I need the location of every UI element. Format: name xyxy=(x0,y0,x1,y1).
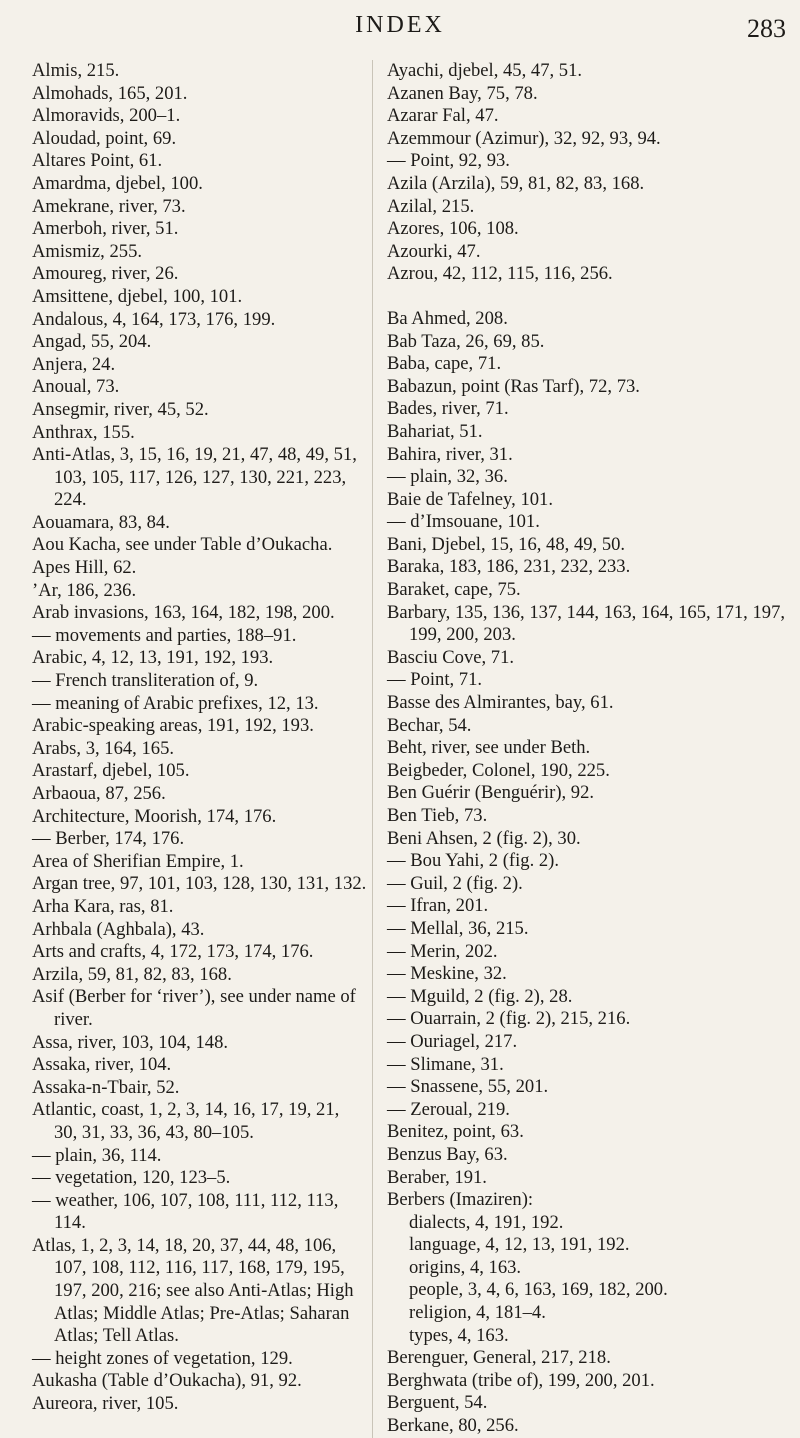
index-entry: Azarar Fal, 47. xyxy=(387,105,499,127)
index-entry: language, 4, 12, 13, 191, 192. xyxy=(409,1234,630,1256)
index-entry: Amerboh, river, 51. xyxy=(32,218,179,240)
index-entry: Assa, river, 103, 104, 148. xyxy=(32,1031,229,1053)
index-entry: Almis, 215. xyxy=(32,60,120,81)
index-entry: Argan tree, 97, 101, 103, 128, 130, 131, 132. xyxy=(32,873,367,895)
index-entry: — Ouriagel, 217. xyxy=(387,1030,518,1052)
index-entry: Ayachi, djebel, 45, 47, 51. xyxy=(387,60,583,81)
index-entry: Assaka, river, 104. xyxy=(32,1054,172,1076)
index-group-ba xyxy=(387,308,792,1212)
index-entry: — movements and parties, 188–91. xyxy=(32,624,297,646)
index-entry: Arastarf, djebel, 105. xyxy=(32,760,190,782)
index-entry: — weather, 106, 107, 108, 111, 112, 113, 114. xyxy=(32,1189,339,1234)
index-entry: Arhbala (Aghbala), 43. xyxy=(32,918,205,940)
index-entry: — French transliteration of, 9. xyxy=(32,670,259,692)
index-entry: — Point, 71. xyxy=(387,669,483,691)
index-entry: Baba, cape, 71. xyxy=(387,353,502,375)
index-entry: — vegetation, 120, 123–5. xyxy=(32,1167,231,1189)
index-entry: Beigbeder, Colonel, 190, 225. xyxy=(387,759,610,781)
index-entry: Ben Guérir (Benguérir), 92. xyxy=(387,782,595,804)
index-entry: Benitez, point, 63. xyxy=(387,1121,524,1143)
index-entry: Arbaoua, 87, 256. xyxy=(32,783,166,804)
index-entry: Azemmour (Azimur), 32, 92, 93, 94. xyxy=(387,127,661,149)
index-entry: — Berber, 174, 176. xyxy=(32,828,185,850)
index-entry: Basse des Almirantes, bay, 61. xyxy=(387,692,614,714)
index-entry: Anti-Atlas, 3, 15, 16, 19, 21, 47, 48, 49, 51, 103, 105, 117, 126, 127, 130, 221, 223, 224. xyxy=(32,444,357,511)
group-gap xyxy=(387,286,792,308)
index-entry: — height zones of vegetation, 129. xyxy=(32,1347,293,1369)
index-entry: Architecture, Moorish, 174, 176. xyxy=(32,805,277,827)
index-entry: — Mellal, 36, 215. xyxy=(387,917,529,939)
index-entry: Arab invasions, 163, 164, 182, 198, 200. xyxy=(32,602,335,624)
index-entry: — Zeroual, 219. xyxy=(387,1098,510,1120)
index-entry: — Ifran, 201. xyxy=(387,895,489,917)
index-entry: Arabic-speaking areas, 191, 192, 193. xyxy=(32,715,314,737)
index-entry: Berguent, 54. xyxy=(387,1392,488,1414)
index-entry: Bab Taza, 26, 69, 85. xyxy=(387,330,545,352)
index-entry: — Ouarrain, 2 (fig. 2), 215, 216. xyxy=(387,1008,631,1030)
index-entry: types, 4, 163. xyxy=(409,1324,509,1346)
index-entry: Beraber, 191. xyxy=(387,1166,487,1188)
index-entry: Berkane, 80, 256. xyxy=(387,1415,519,1437)
index-entry: Aureora, river, 105. xyxy=(32,1393,179,1415)
index-entry: Apes Hill, 62. xyxy=(32,557,137,579)
index-entry: Amekrane, river, 73. xyxy=(32,195,186,217)
index-entry: Amardma, djebel, 100. xyxy=(32,172,203,194)
index-entry: — Guil, 2 (fig. 2). xyxy=(387,872,523,894)
index-group-az xyxy=(387,60,792,286)
index-entry: Almoravids, 200–1. xyxy=(32,105,181,127)
index-entry: — Slimane, 31. xyxy=(387,1053,504,1075)
index-entry: — Meskine, 32. xyxy=(387,963,507,985)
page-number: 283 xyxy=(747,14,786,43)
index-entry: religion, 4, 181–4. xyxy=(409,1302,546,1324)
index-entry: Arha Kara, ras, 81. xyxy=(32,895,174,917)
index-entry: Ansegmir, river, 45, 52. xyxy=(32,398,209,420)
index-entry: Almohads, 165, 201. xyxy=(32,82,188,104)
index-entry: — Snassene, 55, 201. xyxy=(387,1076,549,1098)
index-entry: Aouamara, 83, 84. xyxy=(32,511,170,533)
index-entry: Bahira, river, 31. xyxy=(387,443,513,465)
index-entry: Arzila, 59, 81, 82, 83, 168. xyxy=(32,963,232,985)
index-entry: Babazun, point (Ras Tarf), 72, 73. xyxy=(387,375,640,397)
index-entry: Ben Tieb, 73. xyxy=(387,805,488,826)
index-column-left xyxy=(32,60,367,1416)
index-entry: Assaka-n-Tbair, 52. xyxy=(32,1076,180,1098)
index-entry: Atlas, 1, 2, 3, 14, 18, 20, 37, 44, 48, 106, 107, 108, 112, 116, 117, 168, 179, 195, 197, 200, 216; see also Anti-Atlas; High Atlas; Middle Atlas; Pre-Atlas; Saharan Atlas; Tell Atlas. xyxy=(32,1234,354,1347)
index-entry: Barbary, 135, 136, 137, 144, 163, 164, 165, 171, 197, 199, 200, 203. xyxy=(387,601,786,646)
index-entry: Amismiz, 255. xyxy=(32,240,143,262)
index-entry: Asif (Berber for ‘river’), see under name of river. xyxy=(32,986,356,1030)
index-entry: — meaning of Arabic prefixes, 12, 13. xyxy=(32,692,319,714)
index-entry: Berbers (Imaziren): xyxy=(387,1189,534,1211)
index-entry: Baraka, 183, 186, 231, 232, 233. xyxy=(387,556,631,578)
index-entry: Arts and crafts, 4, 172, 173, 174, 176. xyxy=(32,941,314,963)
index-entry: Altares Point, 61. xyxy=(32,150,163,172)
index-entry: Beht, river, see under Beth. xyxy=(387,737,591,759)
index-entry: Aou Kacha, see under Table d’Oukacha. xyxy=(32,534,333,556)
index-entry: Azila (Arzila), 59, 81, 82, 83, 168. xyxy=(387,172,645,194)
index-entry: — d’Imsouane, 101. xyxy=(387,511,540,533)
index-entry: Amoureg, river, 26. xyxy=(32,263,179,285)
index-entry: Baie de Tafelney, 101. xyxy=(387,488,553,510)
index-entry: Beni Ahsen, 2 (fig. 2), 30. xyxy=(387,827,581,849)
index-entry: Bades, river, 71. xyxy=(387,398,509,420)
index-entry: Benzus Bay, 63. xyxy=(387,1143,508,1165)
index-entry: Bahariat, 51. xyxy=(387,420,483,442)
page-header xyxy=(0,12,800,52)
index-entry: Andalous, 4, 164, 173, 176, 199. xyxy=(32,308,276,330)
index-entry: Amsittene, djebel, 100, 101. xyxy=(32,285,243,307)
index-entry: origins, 4, 163. xyxy=(409,1256,522,1278)
index-entry: Atlantic, coast, 1, 2, 3, 14, 16, 17, 19, 21, 30, 31, 33, 36, 43, 80–105. xyxy=(32,1099,340,1143)
index-column-right xyxy=(372,60,792,1438)
index-entry: Aloudad, point, 69. xyxy=(32,127,177,149)
index-entry: — Point, 92, 93. xyxy=(387,150,510,172)
index-entry: Aukasha (Table d’Oukacha), 91, 92. xyxy=(32,1370,302,1392)
index-entry: Baraket, cape, 75. xyxy=(387,579,521,601)
index-entry: — plain, 32, 36. xyxy=(387,466,508,488)
index-title: INDEX xyxy=(355,12,445,38)
index-entry: Anjera, 24. xyxy=(32,353,116,375)
index-entry: Ba Ahmed, 208. xyxy=(387,307,508,329)
index-entry: dialects, 4, 191, 192. xyxy=(409,1211,564,1233)
index-entry: Azanen Bay, 75, 78. xyxy=(387,82,538,104)
index-entry: Basciu Cove, 71. xyxy=(387,646,515,668)
index-entry: Berghwata (tribe of), 199, 200, 201. xyxy=(387,1369,655,1391)
index-entry: Berenguer, General, 217, 218. xyxy=(387,1347,611,1369)
index-group-be xyxy=(387,1347,792,1437)
index-entry: — Bou Yahi, 2 (fig. 2). xyxy=(387,850,560,872)
index-entry: Azores, 106, 108. xyxy=(387,218,519,240)
index-entry: — plain, 36, 114. xyxy=(32,1144,162,1166)
index-entry: Angad, 55, 204. xyxy=(32,331,152,353)
index-entry: Azourki, 47. xyxy=(387,240,481,262)
index-entry: Azilal, 215. xyxy=(387,195,475,217)
index-entry: people, 3, 4, 6, 163, 169, 182, 200. xyxy=(409,1279,668,1301)
index-entry: Azrou, 42, 112, 115, 116, 256. xyxy=(387,263,613,285)
index-entry: Area of Sherifian Empire, 1. xyxy=(32,850,244,872)
index-entry: Arabs, 3, 164, 165. xyxy=(32,737,175,759)
index-entry: Anthrax, 155. xyxy=(32,421,135,443)
index-entry: ’Ar, 186, 236. xyxy=(32,579,137,601)
berber-subentries xyxy=(387,1212,792,1348)
index-entry: Arabic, 4, 12, 13, 191, 192, 193. xyxy=(32,647,274,669)
index-entry: Anoual, 73. xyxy=(32,376,120,398)
index-entry: — Merin, 202. xyxy=(387,940,498,962)
index-entry: Bani, Djebel, 15, 16, 48, 49, 50. xyxy=(387,533,626,555)
index-entry: — Mguild, 2 (fig. 2), 28. xyxy=(387,985,573,1007)
index-entry: Bechar, 54. xyxy=(387,714,472,736)
